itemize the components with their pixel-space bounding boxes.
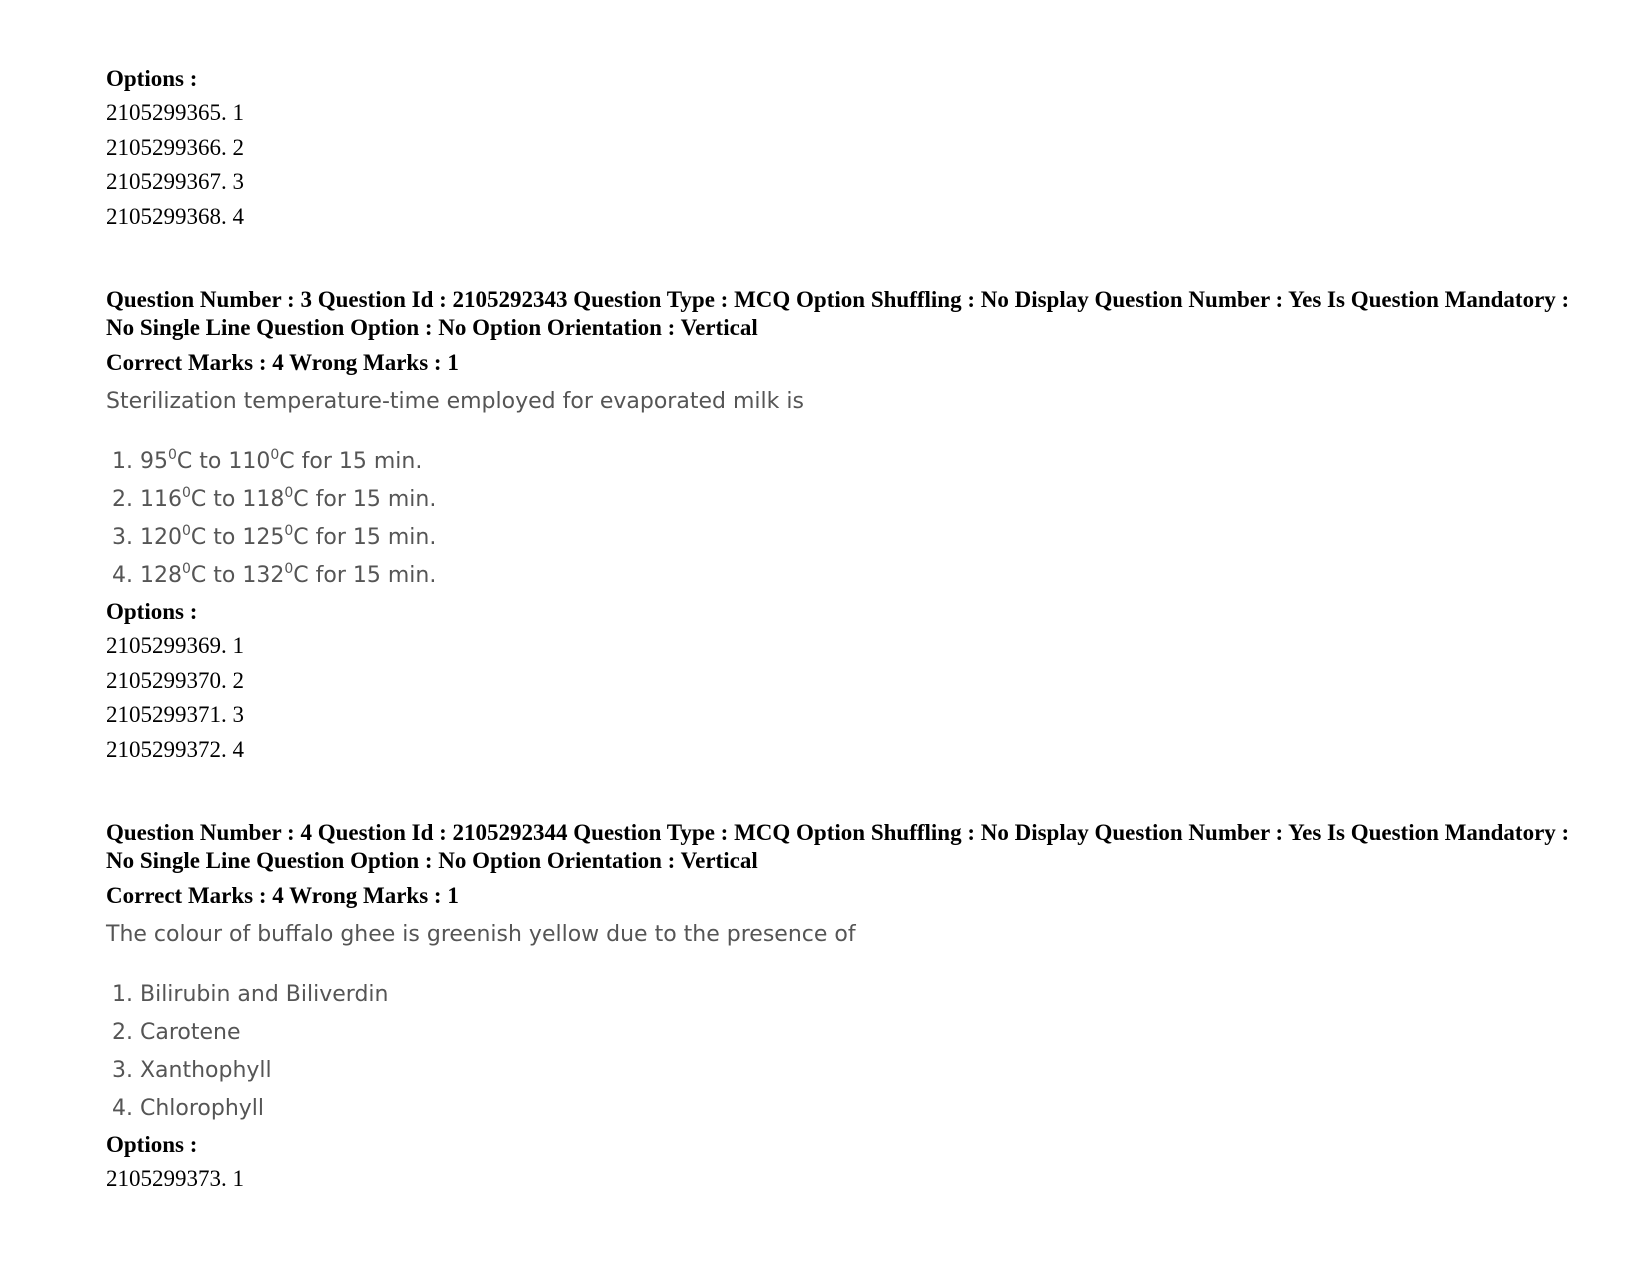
answer-choice: 4. Chlorophyll xyxy=(112,1096,265,1121)
document-page xyxy=(106,62,1576,1197)
answer-choice: 3. Xanthophyll xyxy=(112,1058,272,1083)
answer-choice: 2. Carotene xyxy=(112,1020,241,1045)
top-options-block xyxy=(106,62,1576,234)
question-text: The colour of buffalo ghee is greenish yellow due to the presence of xyxy=(106,922,856,947)
answer-choice: 1. $95^0C$ to $110^0C$ for 15 min. xyxy=(112,447,423,474)
option-id: 2105299368. 4 xyxy=(106,203,244,229)
option-id: 2105299372. 4 xyxy=(106,736,244,762)
option-id: 2105299373. 1 xyxy=(106,1166,244,1191)
answer-choice: 2. $116^0C$ to $118^0C$ for 15 min. xyxy=(112,485,437,512)
question-marks: Correct Marks : 4 Wrong Marks : 1 xyxy=(106,883,459,908)
question-meta: Question Number : 3 Question Id : 2105292343 Question Type : MCQ Option Shuffling : No Display Question Number : Yes Is Question Mandatory : No Single Line Question Option : No Option Orientation : Vertical xyxy=(106,287,1570,340)
options-label: Options : xyxy=(106,66,198,91)
answer-choice: 3. $120^0C$ to $125^0C$ for 15 min. xyxy=(112,523,437,550)
answer-choice: 1. Bilirubin and Biliverdin xyxy=(112,982,389,1007)
option-id: 2105299370. 2 xyxy=(106,667,244,693)
options-label: Options : xyxy=(106,1132,198,1157)
options-label: Options : xyxy=(106,599,198,624)
question-text: Sterilization temperature-time employed for evaporated milk is xyxy=(106,389,804,414)
question-meta: Question Number : 4 Question Id : 2105292344 Question Type : MCQ Option Shuffling : No Display Question Number : Yes Is Question Mandatory : No Single Line Question Option : No Option Orientation : Vertical xyxy=(106,820,1570,873)
answer-choice: 4. $128^0C$ to $132^0C$ for 15 min. xyxy=(112,561,437,588)
question-block-4 xyxy=(106,819,1576,1197)
question-marks: Correct Marks : 4 Wrong Marks : 1 xyxy=(106,350,459,375)
option-id: 2105299371. 3 xyxy=(106,702,244,727)
option-id: 2105299367. 3 xyxy=(106,169,244,194)
option-id: 2105299365. 1 xyxy=(106,100,244,125)
question-block-3 xyxy=(106,286,1576,767)
option-id: 2105299366. 2 xyxy=(106,134,244,160)
option-id: 2105299369. 1 xyxy=(106,633,244,658)
answer-choices xyxy=(106,976,1576,1128)
answer-choices xyxy=(106,443,1576,595)
